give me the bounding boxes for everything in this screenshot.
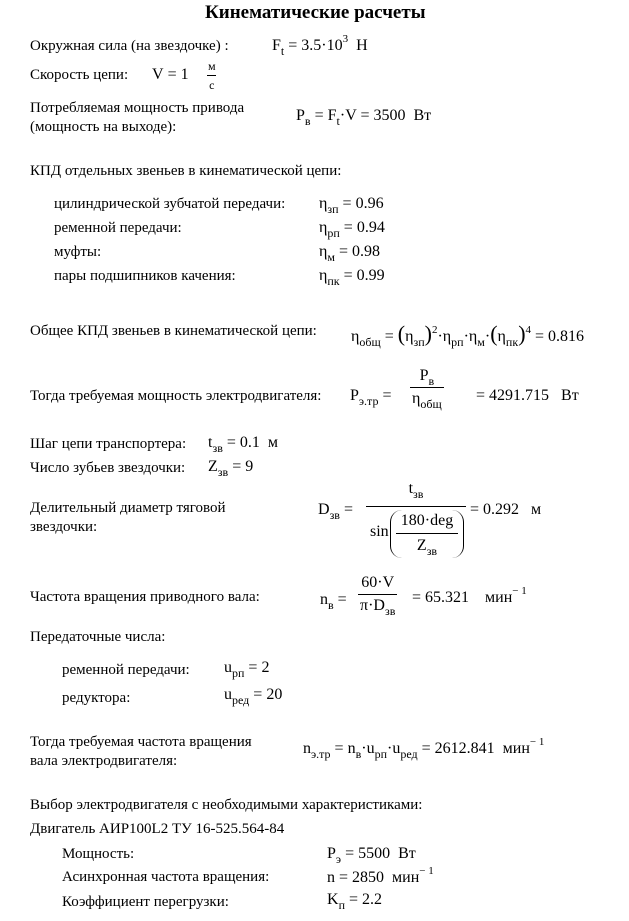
diam-label-line1: Делительный диаметр тяговой [30,500,226,516]
total-eff-formula: $\eta_{общ} = (\eta_{зп})^2\cdot\eta_{рп}\cdot\eta_м\cdot(\eta_{пк})^4 = 0.816$ [351,321,585,349]
force-unit: Н [356,37,368,54]
motor-model: Двигатель АИР100L2 ТУ 16-525.564-84 [30,821,285,837]
diam-inner-den: $Z_{зв}$ [416,537,438,558]
force-formula: $F_t = 3.5\cdot 10^3$ Н [272,33,368,58]
power-label-line1: Потребляемая мощность привода [30,100,245,116]
diam-inner-bar [396,533,458,534]
motor-overload-formula: $K_п = 2.2$ [327,891,383,912]
eff-coupling-formula: $\eta_м = 0.98$ [319,243,380,264]
pitch-label: Шаг цепи транспортера: [30,436,187,452]
eff-label-coupling: муфты: [54,244,102,260]
freq-fraction: 60·V $\pi\cdot D_{зв}$ [360,574,396,618]
eff-gear-formula: $\eta_{зп} = 0.96$ [319,195,384,216]
freq-lhs: $n_в$ = [320,591,347,612]
req-freq-label-line1: Тогда требуемая частота вращения [30,734,252,750]
motor-speed-formula: n = 2850 мин$^{- 1}$ [327,865,434,886]
power-label-line2: (мощность на выходе): [30,119,177,135]
ratio-label-belt: ременной передачи: [62,662,190,678]
eff-header: КПД отдельных звеньев в кинематической цепи: [30,163,342,179]
diam-label-line2: звездочки: [30,519,98,535]
eff-belt-formula: $\eta_{рп} = 0.94$ [319,219,385,240]
page-title: Кинематические расчеты [205,2,426,23]
eff-label-bearings: пары подшипников качения: [54,268,236,284]
motor-power-label: Мощность: [62,846,135,862]
diam-result: = 0.292 м [470,501,542,518]
freq-label: Частота вращения приводного вала: [30,589,260,605]
diam-lhs: $D_{зв}$ = [318,501,353,522]
motor-speed-label: Асинхронная частота вращения: [62,869,270,885]
speed-label: Скорость цепи: [30,67,129,83]
diam-sin: sin [370,523,389,540]
freq-result: = 65.321 мин$^{- 1}$ [412,585,527,606]
req-power-fraction: $P_в$ $\eta_{общ}$ [412,367,442,411]
ratio-reducer-formula: $u_{ред} = 20$ [224,686,283,707]
req-power-result: = 4291.715 Вт [476,387,579,404]
req-freq-label-line2: вала электродвигателя: [30,753,178,769]
diam-inner-num: 180·deg [400,512,454,529]
eff-label-gear: цилиндрической зубчатой передачи: [54,196,286,212]
diam-fraction-bar [366,506,466,507]
total-eff-label: Общее КПД звеньев в кинематической цепи: [30,323,317,339]
eff-bearings-formula: $\eta_{пк} = 0.99$ [319,267,385,288]
force-label: Окружная сила (на звездочке) : [30,38,229,54]
power-formula: $P_в = F_t\cdot V = 3500$ Вт [296,107,432,128]
motor-overload-label: Коэффициент перегрузки: [62,894,229,910]
teeth-formula: $Z_{зв} = 9$ [208,458,254,479]
pitch-formula: $t_{зв} = 0.1$ м [208,434,279,455]
speed-unit: м с [208,59,216,92]
diam-numerator: $t_{зв}$ [408,480,424,501]
teeth-label: Число зубьев звездочки: [30,460,186,476]
req-freq-formula: $n_{э.тр} = n_в\cdot u_{рп}\cdot u_{ред} = 2612.841$ мин$^{- 1}$ [303,736,545,761]
speed-formula: V = 1 [152,66,189,83]
eff-label-belt: ременной передачи: [54,220,182,236]
ratio-belt-formula: $u_{рп} = 2$ [224,659,270,680]
ratio-label-reducer: редуктора: [62,690,131,706]
motor-power-formula: $P_э = 5500$ Вт [327,845,416,866]
ratios-header: Передаточные числа: [30,629,166,645]
motor-header: Выбор электродвигателя с необходимыми характеристиками: [30,797,423,813]
req-power-lhs: $P_{э.тр}$ = [350,387,392,408]
req-power-label: Тогда требуемая мощность электродвигателя: [30,388,322,404]
